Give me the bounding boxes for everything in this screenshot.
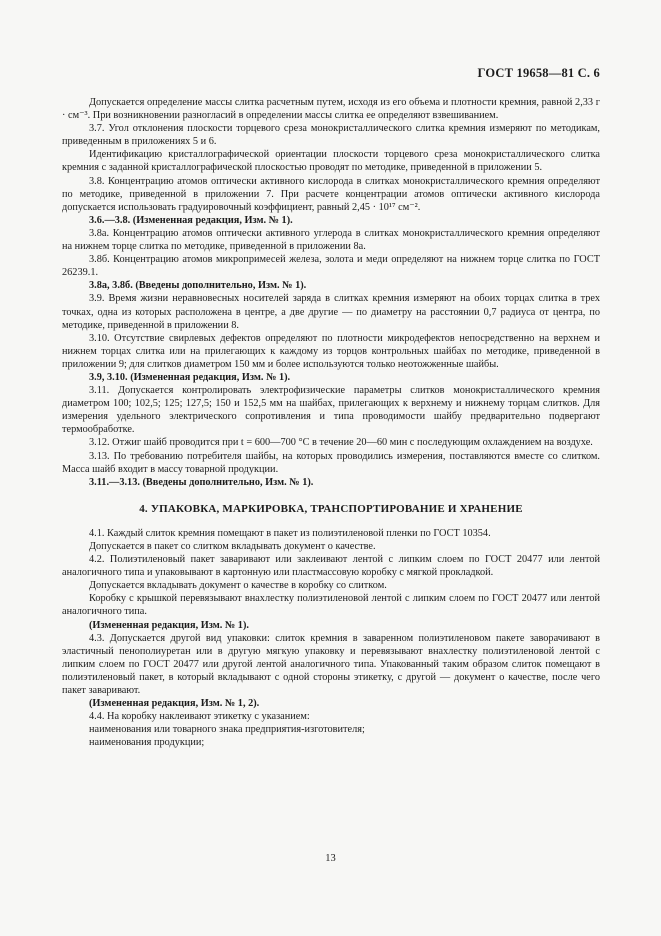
paragraph: 3.8а. Концентрацию атомов оптически активного углерода в слитках монокристаллического кремния определяют на нижнем торце слитка по методике, приведенной в приложении 8а.	[62, 227, 600, 253]
amendment-note: 3.9, 3.10. (Измененная редакция, Изм. № 1).	[89, 371, 291, 383]
document-body	[62, 96, 600, 750]
paragraph: 3.9. Время жизни неравновесных носителей заряда в слитках кремния измеряют на обоих торцах слитка в трех точках, одна из которых расположена в центре, а две другие — по диаметру на расстоянии 0,7 радиуса от центра, по методике, приведенной в приложении 8.	[62, 293, 600, 331]
paragraph: 3.8. Концентрацию атомов оптически активного кислорода в слитках монокристаллического кремния определяют по методике, приведенной в приложении 7. При расчете концентрации атомов оптически активного кислорода допускается использовать градуировочный коэффициент, равный 2,45 · 10¹⁷ см⁻².	[62, 175, 600, 213]
paragraph: Допускается вкладывать документ о качестве в коробку со слитком.	[89, 580, 387, 592]
amendment-note: 3.6.—3.8. (Измененная редакция, Изм. № 1).	[89, 214, 293, 226]
amendment-note: 3.11.—3.13. (Введены дополнительно, Изм. № 1).	[89, 476, 314, 488]
paragraph: Коробку с крышкой перевязывают внахлестку полиэтиленовой лентой с липким слоем по ГОСТ 20477 или лентой аналогичного типа.	[62, 593, 600, 618]
page-header: ГОСТ 19658—81 С. 6	[477, 66, 600, 80]
paragraph: 3.12. Отжиг шайб проводится при t = 600—700 °С в течение 20—60 мин с последующим охлаждением на воздухе.	[89, 437, 593, 449]
section-title: 4. УПАКОВКА, МАРКИРОВКА, ТРАНСПОРТИРОВАНИЕ И ХРАНЕНИЕ	[139, 502, 523, 515]
paragraph: 3.8б. Концентрацию атомов микропримесей железа, золота и меди определяют на нижнем торце слитка по ГОСТ 26239.1.	[62, 254, 600, 279]
paragraph: Допускается определение массы слитка расчетным путем, исходя из его объема и плотности кремния, равной 2,33 г · см⁻³. При возникновении разногласий в определении массы слитка ее определяют взвешиванием.	[62, 97, 600, 122]
paragraph: 4.1. Каждый слиток кремния помещают в пакет из полиэтиленовой пленки по ГОСТ 10354.	[89, 527, 491, 539]
page-number: 13	[325, 853, 336, 864]
paragraph: 3.13. По требованию потребителя шайбы, на которых проводились измерения, поставляются вместе со слитком. Масса шайб входит в массу товарной продукции.	[62, 450, 600, 475]
paragraph: Идентификацию кристаллографической ориентации плоскости торцевого среза монокристаллического слитка кремния с заданной кристаллографической плоскостью проводят по методике, приведенной в приложении 5.	[62, 149, 600, 174]
paragraph: наименования или товарного знака предприятия-изготовителя;	[89, 724, 365, 736]
paragraph: 3.11. Допускается контролировать электрофизические параметры слитков монокристаллического кремния диаметром 100; 102,5; 125; 127,5; 150 и 152,5 мм на шайбах, прилегающих к верхнему и нижнему торцам слитков. Для измерения удельного электрического сопротивления и типа проводимости шайбу предварительно подвергают термообработке.	[62, 385, 600, 436]
amendment-note: (Измененная редакция, Изм. № 1, 2).	[89, 698, 260, 710]
amendment-note: (Измененная редакция, Изм. № 1).	[89, 619, 249, 631]
paragraph: Допускается в пакет со слитком вкладывать документ о качестве.	[89, 541, 376, 552]
paragraph: 4.2. Полиэтиленовый пакет заваривают или заклеивают лентой с липким слоем по ГОСТ 20477 или лентой аналогичного типа и упаковывают в картонную или пластмассовую коробку с мягкой прокладкой.	[62, 554, 600, 579]
amendment-note: 3.8а, 3.8б. (Введены дополнительно, Изм. № 1).	[89, 280, 307, 292]
paragraph: 4.4. На коробку наклеивают этикетку с указанием:	[89, 711, 310, 723]
paragraph: наименования продукции;	[89, 737, 205, 749]
paragraph: 3.7. Угол отклонения плоскости торцевого среза монокристаллического слитка кремния измеряют по методикам, приведенным в приложениях 5 и 6.	[62, 123, 600, 148]
paragraph: 3.10. Отсутствие свирлевых дефектов определяют по плотности микродефектов непосредственно на верхнем и нижнем торцах слитка или на прилегающих к каждому из торцов контрольных шайбах по методике, приведенной в приложении 9; для слитков диаметром 150 мм и более используются только неотожженные шайбы.	[62, 332, 600, 370]
paragraph: 4.3. Допускается другой вид упаковки: слиток кремния в заваренном полиэтиленовом пакете заворачивают в эластичный пенополиуретан или в другую мягкую упаковку и перевязывают внахлестку полиэтиленовой лентой с липким слоем по ГОСТ 20477 или другой лентой аналогичного типа. Упакованный таким образом слиток помещают в полиэтиленовый пакет, в который вкладывают с одной стороны этикетку, с другой — документ о качестве, после чего пакет заваривают.	[62, 632, 600, 697]
